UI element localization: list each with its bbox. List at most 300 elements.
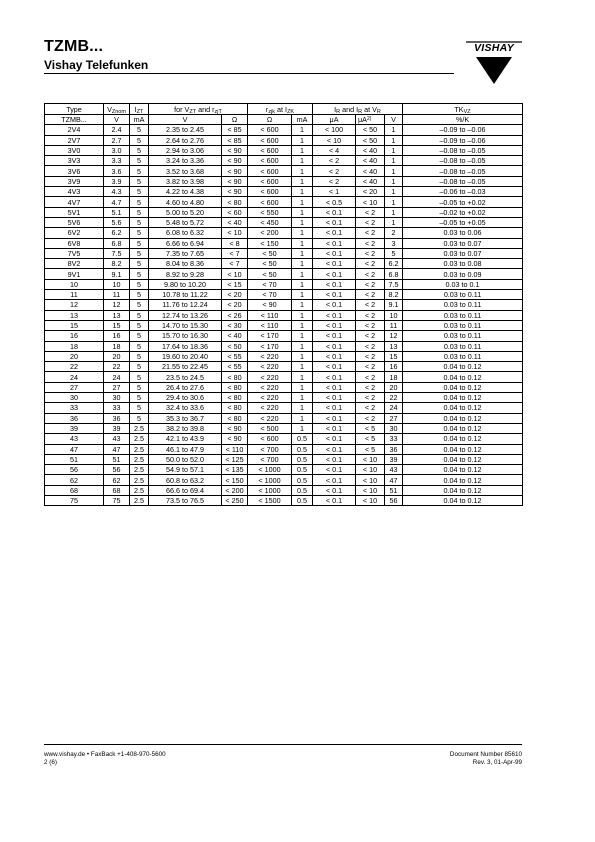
cell-vznom: 3.0 [104,145,130,155]
cell-izk: 1 [292,382,313,392]
col-rzjk-izk-header: $r_{zjk}$ at $I_{ZK}$ [248,104,313,115]
cell-rzjk: < 220 [248,362,292,372]
cell-izk: 0.5 [292,485,313,495]
table-row [45,475,523,485]
cell-izk: 1 [292,320,313,330]
cell-vznom: 3.3 [104,156,130,166]
cell-rzjk: < 600 [248,176,292,186]
cell-ir1: < 0.1 [313,362,356,372]
cell-izt: 5 [130,125,149,135]
table-row [45,156,523,166]
cell-ir2: < 40 [356,166,385,176]
cell-vznom: 6.8 [104,238,130,248]
cell-rzjk: < 220 [248,393,292,403]
cell-vzt-range: 3.82 to 3.98 [149,176,222,186]
cell-rzjk: < 600 [248,135,292,145]
cell-type: 5V6 [45,217,104,227]
cell-vzt-range: 12.74 to 13.26 [149,310,222,320]
cell-vzt-range: 8.04 to 8.36 [149,259,222,269]
cell-vznom: 7.5 [104,248,130,258]
cell-izk: 1 [292,135,313,145]
cell-type: 51 [45,454,104,464]
cell-vr: 33 [385,434,403,444]
cell-tkvz: 0.03 to 0.11 [403,310,523,320]
cell-ir2: < 2 [356,238,385,248]
cell-rzjk: < 600 [248,187,292,197]
cell-type: 30 [45,393,104,403]
cell-ir2: < 2 [356,259,385,269]
cell-vznom: 75 [104,495,130,505]
cell-tkvz: 0.03 to 0.06 [403,228,523,238]
table-row [45,269,523,279]
cell-ir1: < 1 [313,187,356,197]
cell-ir2: < 2 [356,320,385,330]
cell-rzjk: < 70 [248,290,292,300]
cell-ir2: < 2 [356,290,385,300]
cell-ir2: < 40 [356,156,385,166]
cell-ir2: < 2 [356,248,385,258]
cell-rzjk: < 220 [248,372,292,382]
cell-vr: 8.2 [385,290,403,300]
cell-tkvz: –0.08 to –0.05 [403,166,523,176]
cell-ir2: < 2 [356,269,385,279]
unit-ir2: $\mu A^{2)}$ [356,115,385,125]
cell-izt: 5 [130,145,149,155]
table-row [45,444,523,454]
cell-vznom: 9.1 [104,269,130,279]
cell-type: 9V1 [45,269,104,279]
cell-tkvz: 0.04 to 0.12 [403,372,523,382]
cell-rzjt: < 40 [222,217,248,227]
cell-izk: 1 [292,145,313,155]
cell-izt: 5 [130,156,149,166]
cell-izt: 5 [130,238,149,248]
cell-rzjk: < 50 [248,259,292,269]
cell-rzjk: < 600 [248,125,292,135]
cell-ir1: < 0.1 [313,485,356,495]
cell-rzjt: < 26 [222,310,248,320]
cell-izk: 0.5 [292,495,313,505]
cell-tkvz: –0.09 to –0.06 [403,135,523,145]
cell-rzjk: < 200 [248,228,292,238]
cell-vznom: 51 [104,454,130,464]
cell-vzt-range: 11.76 to 12.24 [149,300,222,310]
cell-type: 27 [45,382,104,392]
table-row [45,125,523,135]
cell-vzt-range: 15.70 to 16.30 [149,331,222,341]
cell-rzjt: < 15 [222,279,248,289]
table-row [45,382,523,392]
table-row [45,197,523,207]
cell-type: 3V6 [45,166,104,176]
header-divider [44,73,454,74]
cell-izt: 2.5 [130,434,149,444]
cell-ir2: < 2 [356,310,385,320]
cell-ir2: < 2 [356,228,385,238]
cell-tkvz: 0.03 to 0.1 [403,279,523,289]
cell-ir1: < 0.1 [313,341,356,351]
cell-rzjt: < 110 [222,444,248,454]
cell-vzt-range: 8.92 to 9.28 [149,269,222,279]
cell-vr: 1 [385,166,403,176]
cell-rzjt: < 80 [222,413,248,423]
cell-vr: 22 [385,393,403,403]
cell-izk: 0.5 [292,434,313,444]
cell-rzjk: < 110 [248,310,292,320]
cell-type: 39 [45,423,104,433]
cell-ir2: < 2 [356,393,385,403]
cell-izk: 1 [292,166,313,176]
cell-ir1: < 100 [313,125,356,135]
cell-ir1: < 0.1 [313,454,356,464]
cell-vzt-range: 7.35 to 7.65 [149,248,222,258]
cell-type: 22 [45,362,104,372]
cell-rzjk: < 50 [248,269,292,279]
cell-izt: 5 [130,217,149,227]
cell-vr: 1 [385,145,403,155]
cell-izt: 2.5 [130,454,149,464]
cell-rzjk: < 90 [248,300,292,310]
cell-izt: 5 [130,413,149,423]
cell-vznom: 2.4 [104,125,130,135]
cell-rzjk: < 50 [248,248,292,258]
table-row [45,166,523,176]
cell-ir1: < 0.1 [313,320,356,330]
cell-rzjk: < 700 [248,454,292,464]
cell-vzt-range: 21.55 to 22.45 [149,362,222,372]
cell-rzjt: < 60 [222,207,248,217]
cell-type: 75 [45,495,104,505]
cell-izt: 2.5 [130,444,149,454]
cell-izt: 5 [130,248,149,258]
cell-type: 10 [45,279,104,289]
cell-tkvz: 0.04 to 0.12 [403,444,523,454]
cell-vznom: 62 [104,475,130,485]
cell-tkvz: 0.04 to 0.12 [403,454,523,464]
cell-vznom: 3.9 [104,176,130,186]
cell-ir1: < 2 [313,156,356,166]
col-for-vzt-rzjt-header: for $V_{ZT}$ and $r_{zjT}$ [149,104,248,115]
col-tkvz-header: $TK_{VZ}$ [403,104,523,115]
cell-tkvz: –0.08 to –0.05 [403,156,523,166]
cell-vznom: 2.7 [104,135,130,145]
cell-rzjt: < 7 [222,259,248,269]
cell-izt: 5 [130,166,149,176]
cell-ir2: < 2 [356,341,385,351]
cell-izk: 0.5 [292,444,313,454]
col-type-header: Type [45,104,104,115]
cell-type: 8V2 [45,259,104,269]
cell-vr: 5 [385,248,403,258]
table-body [45,125,523,506]
unit-izt: mA [130,115,149,125]
cell-vr: 3 [385,238,403,248]
table-row [45,187,523,197]
cell-rzjk: < 220 [248,382,292,392]
cell-tkvz: 0.03 to 0.08 [403,259,523,269]
cell-ir2: < 2 [356,372,385,382]
cell-rzjt: < 80 [222,393,248,403]
page-number: 2 (6) [44,758,57,766]
cell-rzjt: < 90 [222,145,248,155]
cell-type: 16 [45,331,104,341]
cell-vzt-range: 14.70 to 15.30 [149,320,222,330]
cell-izt: 2.5 [130,485,149,495]
cell-vzt-range: 50.0 to 52.0 [149,454,222,464]
cell-ir1: < 0.1 [313,207,356,217]
cell-vzt-range: 3.24 to 3.36 [149,156,222,166]
vishay-logo [466,40,522,90]
cell-vznom: 22 [104,362,130,372]
cell-tkvz: 0.03 to 0.11 [403,320,523,330]
cell-ir2: < 2 [356,362,385,372]
cell-vznom: 11 [104,290,130,300]
cell-ir2: < 10 [356,495,385,505]
revision-date: Rev. 3, 01-Apr-99 [472,758,522,766]
cell-ir2: < 20 [356,187,385,197]
table-row [45,413,523,423]
cell-vr: 1 [385,135,403,145]
cell-ir1: < 0.1 [313,465,356,475]
cell-rzjt: < 90 [222,176,248,186]
cell-type: 4V7 [45,197,104,207]
cell-vr: 30 [385,423,403,433]
cell-izt: 5 [130,187,149,197]
cell-rzjk: < 170 [248,341,292,351]
cell-tkvz: 0.03 to 0.11 [403,300,523,310]
cell-rzjt: < 10 [222,228,248,238]
cell-rzjt: < 250 [222,495,248,505]
cell-izt: 5 [130,290,149,300]
cell-rzjk: < 1000 [248,465,292,475]
cell-ir1: < 0.1 [313,217,356,227]
cell-izt: 5 [130,259,149,269]
cell-vznom: 33 [104,403,130,413]
cell-vznom: 27 [104,382,130,392]
cell-vr: 18 [385,372,403,382]
table-row [45,434,523,444]
cell-type: 68 [45,485,104,495]
cell-type: 18 [45,341,104,351]
cell-vznom: 24 [104,372,130,382]
cell-ir2: < 5 [356,434,385,444]
cell-izt: 2.5 [130,495,149,505]
cell-type: 3V9 [45,176,104,186]
cell-rzjk: < 1000 [248,475,292,485]
cell-vzt-range: 4.22 to 4.38 [149,187,222,197]
table-header-row-2 [45,115,523,125]
cell-ir2: < 2 [356,413,385,423]
cell-izk: 0.5 [292,475,313,485]
cell-vr: 1 [385,197,403,207]
cell-vznom: 5.6 [104,217,130,227]
cell-vzt-range: 4.60 to 4.80 [149,197,222,207]
cell-ir1: < 0.1 [313,495,356,505]
cell-ir2: < 10 [356,475,385,485]
cell-ir1: < 0.1 [313,238,356,248]
cell-izt: 5 [130,228,149,238]
cell-rzjt: < 80 [222,197,248,207]
zener-spec-table [44,103,523,506]
cell-rzjt: < 80 [222,403,248,413]
cell-izt: 5 [130,176,149,186]
cell-vzt-range: 35.3 to 36.7 [149,413,222,423]
table-row [45,207,523,217]
cell-vzt-range: 10.78 to 11.22 [149,290,222,300]
cell-izk: 1 [292,269,313,279]
footer-divider [44,744,522,745]
cell-vznom: 39 [104,423,130,433]
cell-vzt-range: 46.1 to 47.9 [149,444,222,454]
cell-ir1: < 0.1 [313,423,356,433]
cell-tkvz: 0.03 to 0.11 [403,341,523,351]
cell-vzt-range: 42.1 to 43.9 [149,434,222,444]
cell-vzt-range: 38.2 to 39.8 [149,423,222,433]
table-row [45,485,523,495]
cell-izt: 5 [130,341,149,351]
cell-rzjk: < 700 [248,444,292,454]
cell-vznom: 16 [104,331,130,341]
cell-vznom: 13 [104,310,130,320]
cell-vznom: 56 [104,465,130,475]
cell-ir1: < 2 [313,176,356,186]
cell-vznom: 8.2 [104,259,130,269]
cell-izk: 0.5 [292,454,313,464]
cell-rzjt: < 90 [222,166,248,176]
cell-ir1: < 0.1 [313,413,356,423]
cell-tkvz: –0.05 to +0.05 [403,217,523,227]
cell-rzjt: < 80 [222,372,248,382]
cell-rzjk: < 600 [248,166,292,176]
unit-vzt: V [149,115,222,125]
cell-vr: 20 [385,382,403,392]
cell-izt: 5 [130,310,149,320]
col-vznom-header: $V_{Znom}$ [104,104,130,115]
cell-ir2: < 2 [356,382,385,392]
cell-vzt-range: 54.9 to 57.1 [149,465,222,475]
cell-rzjk: < 110 [248,320,292,330]
cell-type: 33 [45,403,104,413]
cell-vzt-range: 60.8 to 63.2 [149,475,222,485]
table-row [45,145,523,155]
table-header-row-1 [45,104,523,115]
cell-ir2: < 2 [356,300,385,310]
cell-type: 62 [45,475,104,485]
cell-vzt-range: 6.08 to 6.32 [149,228,222,238]
cell-vzt-range: 2.35 to 2.45 [149,125,222,135]
cell-type: 6V8 [45,238,104,248]
cell-vr: 27 [385,413,403,423]
cell-vznom: 68 [104,485,130,495]
cell-izk: 1 [292,197,313,207]
cell-rzjt: < 85 [222,125,248,135]
cell-type: 3V3 [45,156,104,166]
cell-tkvz: –0.09 to –0.06 [403,125,523,135]
cell-rzjk: < 600 [248,145,292,155]
cell-rzjk: < 1500 [248,495,292,505]
cell-ir1: < 0.5 [313,197,356,207]
cell-izk: 1 [292,331,313,341]
document-subtitle: Vishay Telefunken [44,58,149,72]
cell-rzjt: < 135 [222,465,248,475]
cell-izk: 1 [292,279,313,289]
cell-vzt-range: 19.60 to 20.40 [149,351,222,361]
cell-izt: 5 [130,197,149,207]
cell-vznom: 5.1 [104,207,130,217]
cell-tkvz: 0.04 to 0.12 [403,382,523,392]
cell-vr: 56 [385,495,403,505]
cell-izt: 2.5 [130,475,149,485]
cell-vznom: 6.2 [104,228,130,238]
cell-rzjk: < 220 [248,403,292,413]
table-row [45,176,523,186]
cell-rzjt: < 8 [222,238,248,248]
cell-rzjt: < 20 [222,290,248,300]
cell-ir1: < 0.1 [313,228,356,238]
cell-vr: 12 [385,331,403,341]
cell-vr: 2 [385,228,403,238]
cell-rzjk: < 150 [248,238,292,248]
cell-vr: 1 [385,156,403,166]
col-izt-header: $I_{ZT}$ [130,104,149,115]
cell-type: 5V1 [45,207,104,217]
cell-vr: 1 [385,187,403,197]
cell-ir2: < 50 [356,135,385,145]
cell-ir1: < 10 [313,135,356,145]
cell-izk: 1 [292,413,313,423]
cell-type: 2V4 [45,125,104,135]
cell-vzt-range: 26.4 to 27.6 [149,382,222,392]
cell-ir1: < 0.1 [313,382,356,392]
cell-ir2: < 5 [356,423,385,433]
footer-contact: www.vishay.de • FaxBack +1-408-970-5600 [44,751,166,758]
cell-vzt-range: 5.00 to 5.20 [149,207,222,217]
cell-tkvz: 0.04 to 0.12 [403,434,523,444]
unit-rzjt: Ω [222,115,248,125]
cell-tkvz: –0.02 to +0.02 [403,207,523,217]
table-row [45,290,523,300]
unit-ir1: μA [313,115,356,125]
cell-izk: 1 [292,187,313,197]
cell-ir1: < 2 [313,166,356,176]
cell-rzjk: < 550 [248,207,292,217]
cell-tkvz: 0.04 to 0.12 [403,362,523,372]
cell-ir1: < 0.1 [313,259,356,269]
table-row [45,403,523,413]
cell-vr: 39 [385,454,403,464]
cell-vr: 13 [385,341,403,351]
cell-ir1: < 0.1 [313,393,356,403]
cell-ir1: < 0.1 [313,248,356,258]
cell-izk: 1 [292,403,313,413]
unit-vr: V [385,115,403,125]
cell-vr: 7.5 [385,279,403,289]
cell-rzjk: < 600 [248,434,292,444]
cell-vzt-range: 6.66 to 6.94 [149,238,222,248]
cell-vzt-range: 29.4 to 30.6 [149,393,222,403]
table-row [45,351,523,361]
cell-ir2: < 40 [356,145,385,155]
cell-tkvz: 0.04 to 0.12 [403,393,523,403]
cell-izt: 5 [130,382,149,392]
cell-ir2: < 2 [356,217,385,227]
cell-vr: 9.1 [385,300,403,310]
cell-ir1: < 0.1 [313,444,356,454]
footer-right [450,751,522,766]
cell-rzjk: < 500 [248,423,292,433]
unit-vznom: V [104,115,130,125]
footer-left [44,751,166,766]
